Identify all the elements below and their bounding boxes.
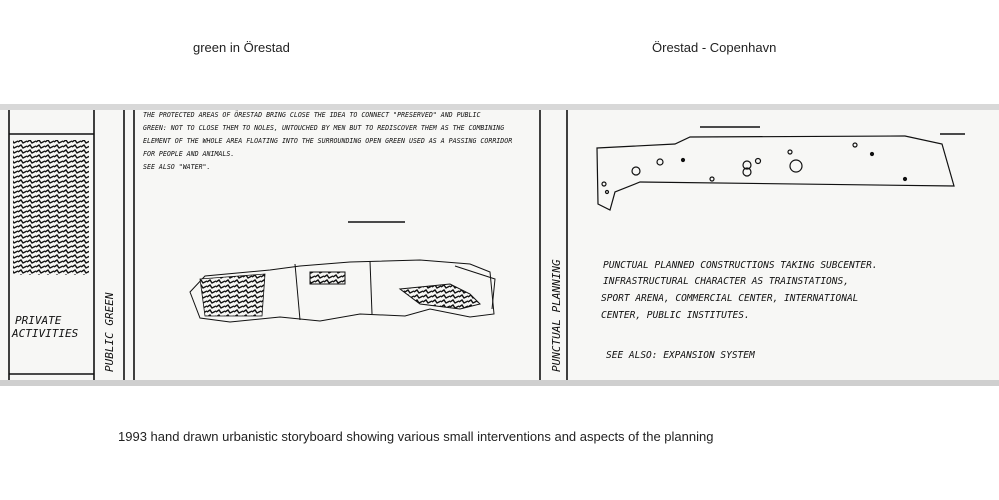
- svg-text:GREEN: NOT TO CLOSE THEM TO NO: GREEN: NOT TO CLOSE THEM TO NOLES, UNTOUCHED BY MEN BUT TO REDISCOVER THEM AS THE COMBINING: [143, 124, 505, 132]
- private-activities-texture: [13, 140, 89, 275]
- punctual-planning-side-label: PUNCTUAL PLANNING: [550, 259, 563, 372]
- svg-text:INFRASTRUCTURAL CHARACTER AS T: INFRASTRUCTURAL CHARACTER AS TRAINSTATIONS,: [603, 276, 849, 287]
- storyboard-paper: [0, 104, 999, 386]
- svg-text:SEE ALSO "WATER".: SEE ALSO "WATER".: [143, 163, 211, 171]
- svg-text:SPORT ARENA, COMMERCIAL CENTER: SPORT ARENA, COMMERCIAL CENTER, INTERNATIONAL: [601, 293, 859, 304]
- svg-text:PUNCTUAL PLANNED CONSTRUCTIONS: PUNCTUAL PLANNED CONSTRUCTIONS TAKING SUBCENTER.: [603, 260, 878, 271]
- caption-orestad-copenhavn: Örestad - Copenhavn: [652, 40, 777, 55]
- private-label-1: PRIVATE: [15, 314, 62, 327]
- caption-green-in-orestad: green in Örestad: [193, 40, 290, 55]
- caption-storyboard-description: 1993 hand drawn urbanistic storyboard showing various small interventions and aspects of the planning: [118, 429, 714, 444]
- svg-text:ELEMENT OF THE WHOLE AREA FLOA: ELEMENT OF THE WHOLE AREA FLOATING INTO THE SURROUNDING OPEN GREEN USED AS A PASSING CORRIDOR: [143, 137, 513, 145]
- svg-text:THE PROTECTED AREAS OF ÖRESTAD: THE PROTECTED AREAS OF ÖRESTAD BRING CLOSE THE IDEA TO CONNECT "PRESERVED" AND PUBLIC: [143, 111, 481, 119]
- see-also-expansion: SEE ALSO: EXPANSION SYSTEM: [606, 350, 755, 361]
- svg-text:FOR PEOPLE AND ANIMALS.: FOR PEOPLE AND ANIMALS.: [143, 150, 235, 158]
- private-label-2: ACTIVITIES: [12, 327, 79, 340]
- public-green-side-label: PUBLIC GREEN: [103, 292, 116, 372]
- svg-text:CENTER, PUBLIC INSTITUTES.: CENTER, PUBLIC INSTITUTES.: [601, 310, 750, 321]
- storyboard-sketch: [0, 104, 999, 386]
